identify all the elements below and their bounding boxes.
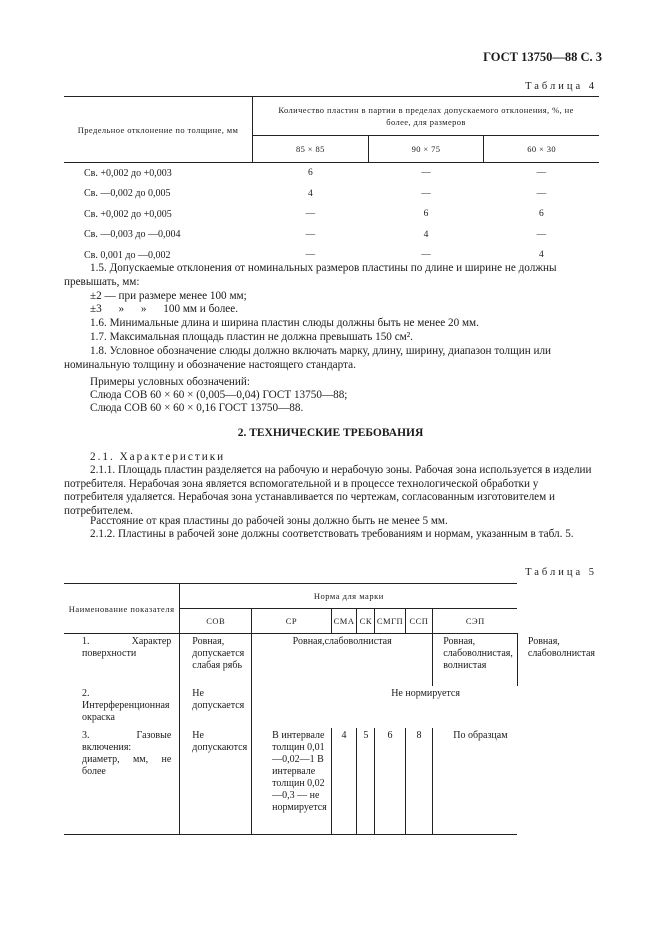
t4-cell: — (536, 168, 547, 179)
page-header: ГОСТ 13750—88 С. 3 (483, 50, 602, 64)
paragraph-2-1-1: 2.1.1. Площадь пластин разделяется на рабочую и нерабочую зоны. Рабочая зона используется в изделии потребителя. Нерабочая зона является вспомогательной и в процессе технологической обработки у потребителя удаляется. Нерабочая зона устанавливается по чертежам, согласованным изготовителем и потребителем. (64, 464, 592, 517)
t5-r1-sep: Ровная, слабоволнистая (517, 634, 599, 687)
paragraph-1-5-item-1: ±2 — при размере менее 100 мм; (90, 290, 247, 302)
paragraph-1-8: 1.8. Условное обозначение слюды должно включать марку, длину, ширину, диапазон толщин или номинальную толщину и обозначение настоящего стандарта. (64, 345, 552, 371)
t5-col-group: Норма для марки (180, 584, 518, 609)
t5-r3-sk: 5 (357, 728, 375, 835)
t5-r1-mid: Ровная,слабоволнистая (252, 634, 433, 687)
t4-cell: — (421, 250, 431, 261)
t5-r1-sov: Ровная, допускается слабая рябь (180, 634, 252, 687)
table-row (64, 225, 599, 246)
t4-cell: — (536, 229, 547, 240)
t5-r3-ssp: 8 (405, 728, 433, 835)
t5-grade-sma: СМА (331, 609, 357, 634)
table-5 (64, 583, 599, 835)
t4-cell: — (305, 209, 316, 220)
example-1: Слюда СОВ 60 × 60 × (0,005—0,04) ГОСТ 13750—88; (90, 389, 348, 401)
t4-cell: 4 (308, 188, 313, 199)
t4-cell: 4 (423, 229, 429, 240)
section-2-title: 2. ТЕХНИЧЕСКИЕ ТРЕБОВАНИЯ (237, 427, 424, 439)
examples-title: Примеры условных обозначений: (90, 376, 250, 388)
t5-r3-sr: В интервале толщин 0,01—0,02—1 В интервале толщин 0,02—0,3 — не нормируется (252, 728, 332, 835)
t5-r3-sma: 4 (331, 728, 357, 835)
table-row (64, 686, 599, 728)
t4-dev: Св. —0,003 до —0,004 (84, 229, 181, 241)
paragraph-1-5-item-2: ±3 » » 100 мм и более. (90, 303, 239, 315)
t5-grade-sr: СР (252, 609, 332, 634)
t5-col-name: Наименование показателя (64, 584, 180, 634)
t4-cell: 6 (423, 209, 429, 220)
paragraph-1-6: 1.6. Минимальные длина и ширина пластин слюды должны быть не менее 20 мм. (90, 317, 479, 329)
paragraph-1-7: 1.7. Максимальная площадь пластин не должна превышать 150 см². (90, 331, 413, 343)
t4-dev: Св. —0,002 до 0,005 (84, 188, 171, 200)
t5-r2-name: 2. Интерференционная окраска (82, 688, 170, 723)
t5-r3-sov: Не допускаются (180, 728, 252, 835)
table-row (64, 204, 599, 225)
paragraph-2-1-2: 2.1.2. Пластины в рабочей зоне должны соответствовать требованиям и нормам, указанным в табл. 5. (90, 528, 574, 540)
paragraph-2-1: 2.1. Характеристики (90, 451, 226, 463)
t4-cell: 6 (539, 209, 544, 220)
t5-r1-ssp: Ровная, слабоволнистая, волнистая (433, 634, 518, 687)
example-2: Слюда СОВ 60 × 60 × 0,16 ГОСТ 13750—88. (90, 402, 304, 414)
t5-grade-sk: СК (357, 609, 375, 634)
t4-size-3: 60 × 30 (484, 136, 599, 163)
table-row (64, 184, 599, 205)
t5-r3-name: 3. Газовые включения: диаметр, мм, не более (64, 728, 180, 835)
t4-size-1: 85 × 85 (253, 136, 369, 163)
table-row (64, 634, 599, 687)
paragraph-2-1-1-distance: Расстояние от края пластины до рабочей зоны должно быть не менее 5 мм. (90, 515, 448, 527)
t4-dev: Св. 0,001 до —0,002 (84, 249, 171, 261)
t5-grade-ssp: ССП (405, 609, 433, 634)
paragraph-1-5: 1.5. Допускаемые отклонения от номинальных размеров пластины по длине и ширине не должны превышать, мм: (64, 262, 557, 288)
t5-r2-sov: Не допускается (180, 686, 252, 728)
t4-size-2: 90 × 75 (368, 136, 484, 163)
t4-cell: — (421, 188, 431, 199)
t4-col-deviation: Предельное отклонение по толщине, мм (64, 97, 253, 163)
t5-grade-smgp: СМГП (375, 609, 405, 634)
table5-caption: Таблица 5 (525, 567, 597, 578)
t4-dev: Св. +0,002 до +0,003 (84, 167, 172, 179)
table4-caption: Таблица 4 (525, 81, 597, 92)
t4-cell: 6 (308, 168, 313, 179)
t4-cell: — (536, 188, 547, 199)
t5-r1-name: 1. Характер поверхности (82, 636, 172, 659)
t4-cell: — (421, 168, 431, 179)
t4-dev: Св. +0,002 до +0,005 (84, 208, 172, 220)
t4-cell: — (305, 250, 316, 261)
t5-r3-smgp: 6 (375, 728, 405, 835)
t5-r3-sep: По образцам (433, 728, 518, 835)
t4-cell: 4 (539, 250, 544, 261)
t5-grade-sov: СОВ (180, 609, 252, 634)
t4-col-group: Количество пластин в партии в пределах допускаемого отклонения, %, не более, для размеров (253, 97, 599, 136)
t5-r2-rest: Не нормируется (252, 686, 599, 728)
table-row (64, 728, 599, 835)
t4-cell: — (305, 229, 316, 240)
table-row (64, 163, 599, 184)
table-4 (64, 96, 599, 266)
t5-grade-sep: СЭП (433, 609, 518, 634)
